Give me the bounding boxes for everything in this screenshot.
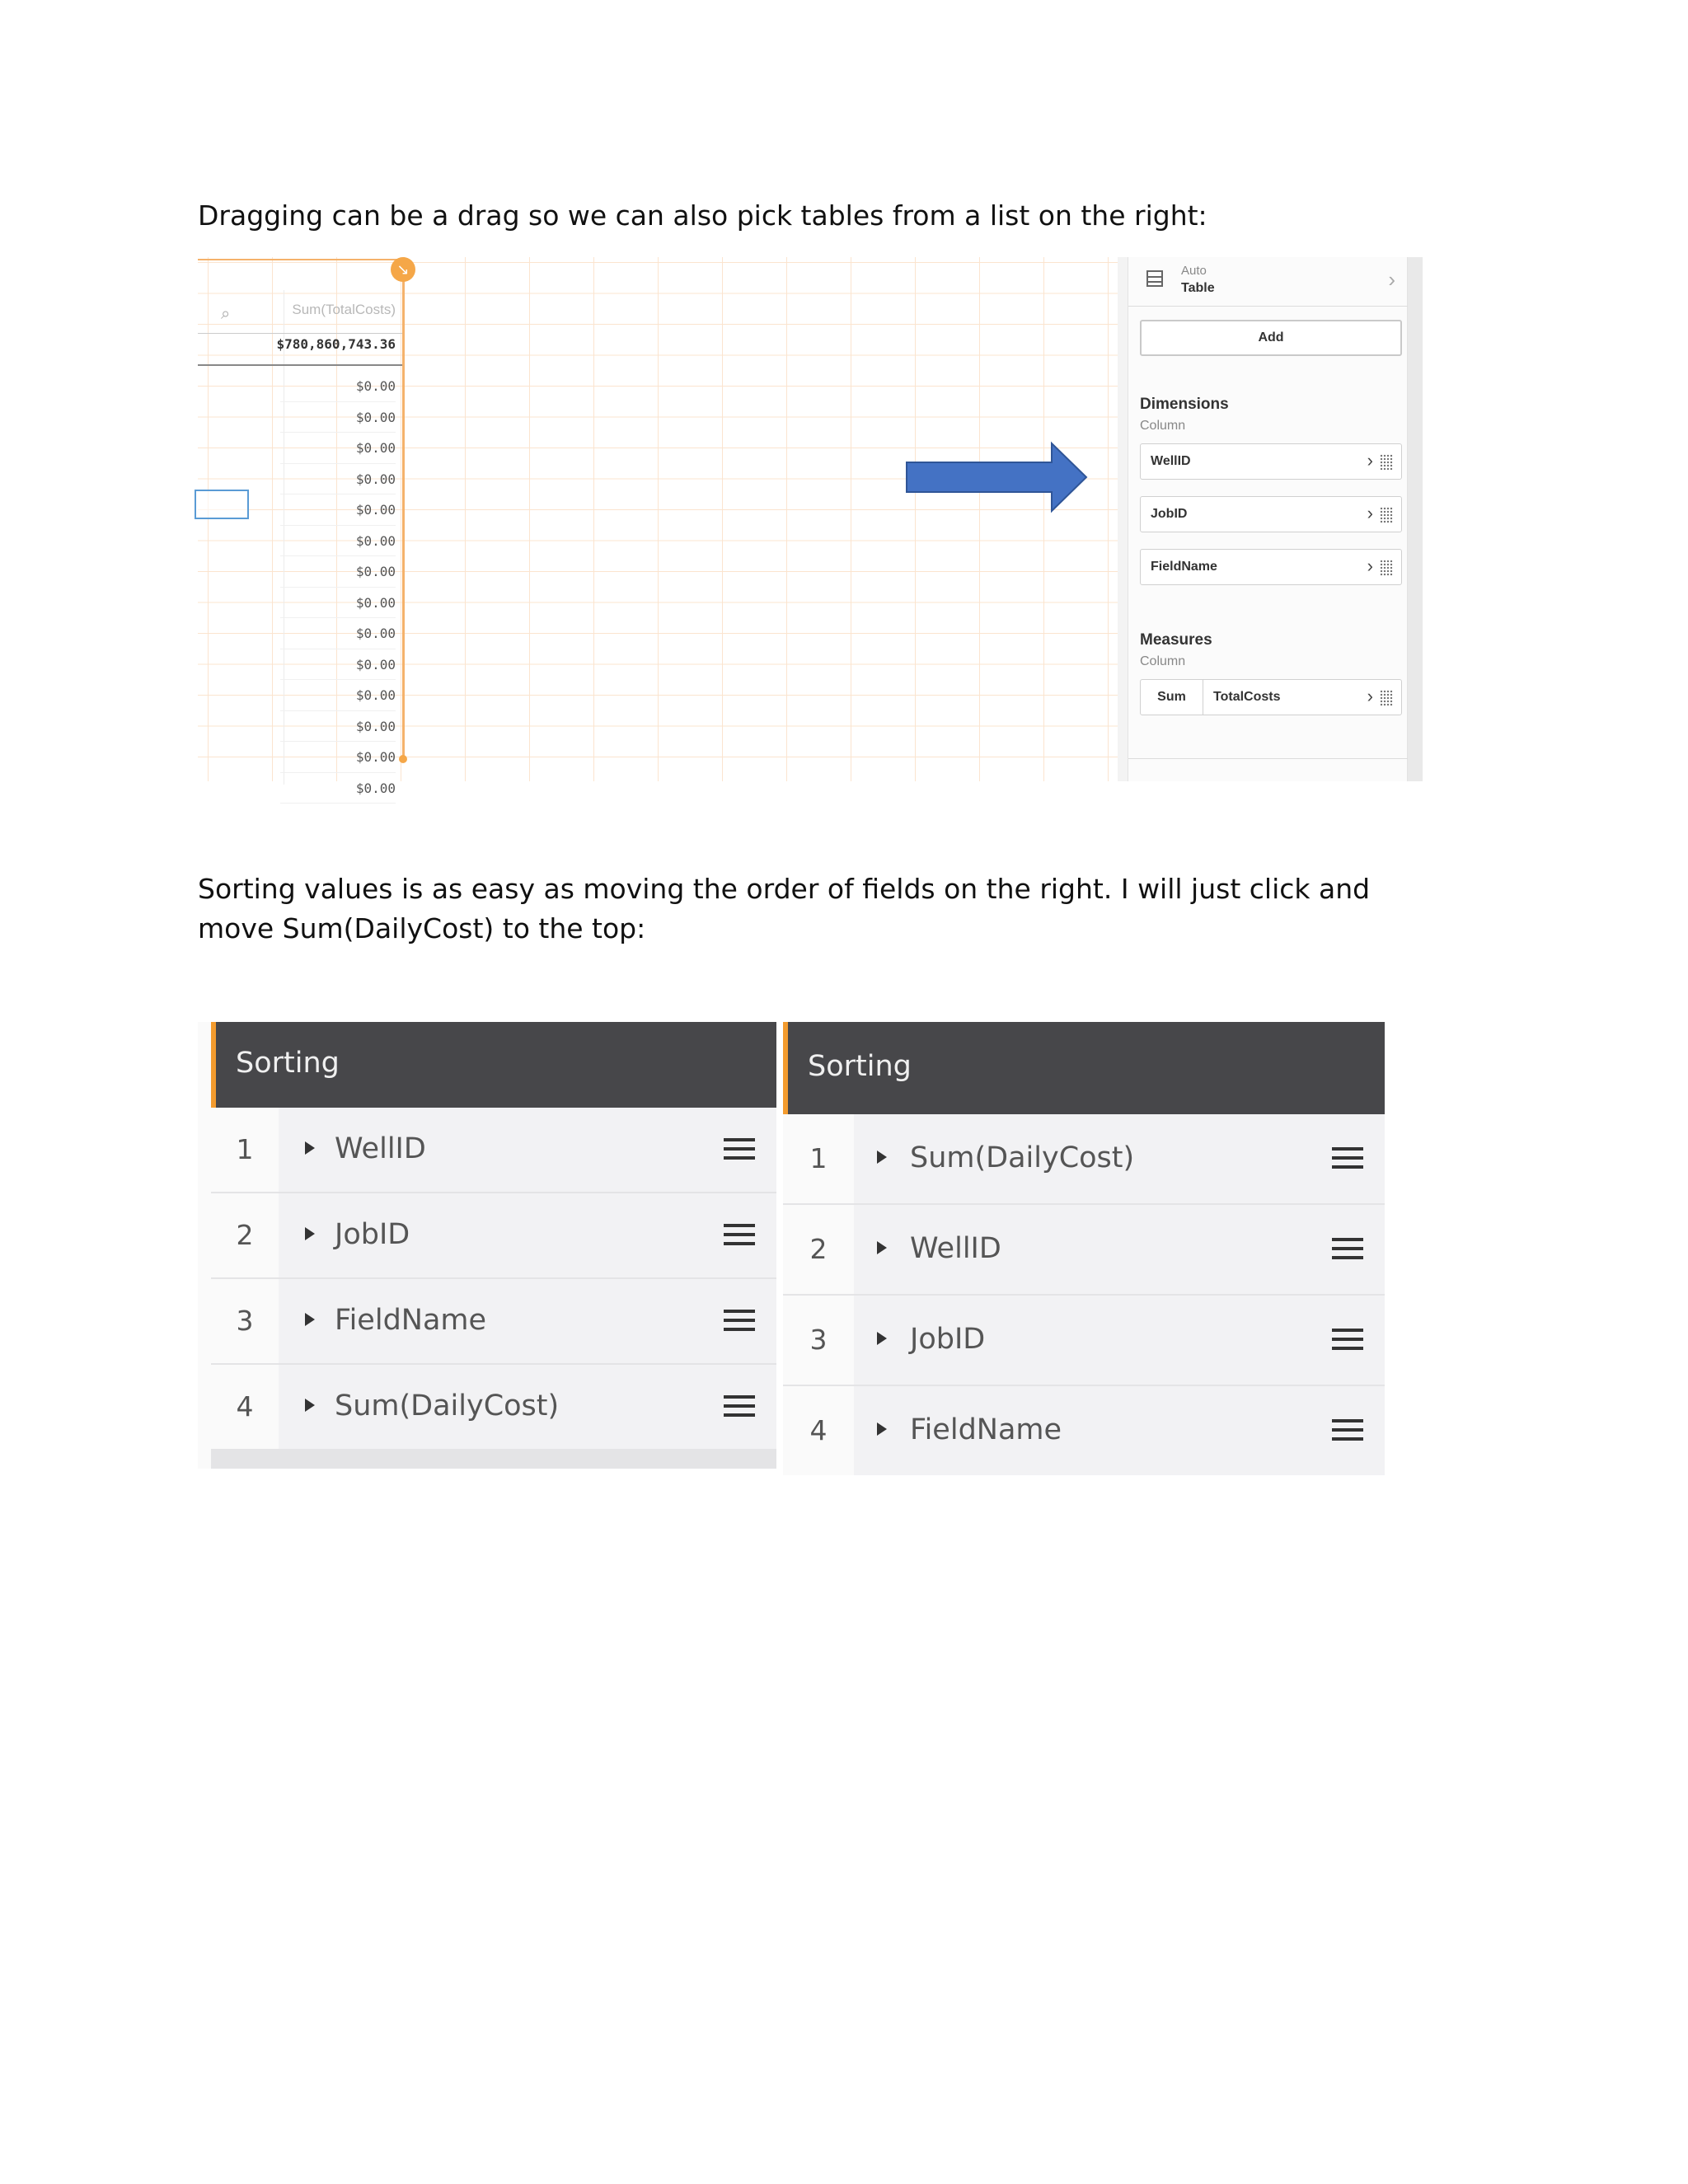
expand-triangle-icon[interactable] [305,1399,315,1412]
field-label: TotalCosts [1213,690,1281,704]
dimension-field-jobid[interactable] [1140,496,1402,532]
sorting-paragraph: Sorting values is as easy as moving the order of fields on the right. I will just click and move Sum(DailyCost) to the top: [198,873,1371,944]
sorting-row-2[interactable] [211,1193,776,1277]
table-cell: $0.00 [280,680,396,711]
hamburger-icon[interactable] [724,1138,755,1160]
measures-subtitle: Column [1140,654,1186,668]
right-arrow-icon [905,442,1090,513]
totals-value: $780,860,743.36 [276,336,396,352]
table-cell: $0.00 [280,773,396,804]
row-number: 2 [211,1193,279,1277]
drag-handle-icon[interactable] [1380,454,1393,471]
hamburger-icon[interactable] [1332,1238,1363,1259]
sorting-header [211,1022,776,1108]
table-cell: $0.00 [280,433,396,464]
expand-triangle-icon[interactable] [305,1313,315,1326]
selected-cell[interactable] [195,490,249,519]
hamburger-icon[interactable] [1332,1419,1363,1441]
expand-triangle-icon[interactable] [877,1332,887,1345]
viz-subtitle: Auto [1181,264,1207,278]
drag-handle-icon[interactable] [1380,507,1393,523]
row-number: 4 [783,1386,854,1475]
table-editor-screenshot [198,257,1423,796]
aggregation-label: Sum [1141,680,1203,715]
expand-triangle-icon[interactable] [305,1141,315,1155]
field-label: WellID [1151,454,1191,468]
chevron-right-icon[interactable]: › [1367,686,1373,706]
table-cell: $0.00 [280,649,396,681]
selection-right-border [402,257,405,762]
row-number: 1 [783,1114,854,1203]
row-number: 2 [783,1205,854,1294]
visualization-selector[interactable] [1128,257,1409,307]
table-cell: $0.00 [280,556,396,588]
hamburger-icon[interactable] [724,1310,755,1331]
dimension-field-fieldname[interactable] [1140,549,1402,585]
table-cell: $0.00 [280,494,396,526]
row-number: 1 [211,1108,279,1192]
viz-name: Table [1181,281,1215,295]
row-label: FieldName [910,1413,1062,1446]
row-label: Sum(DailyCost) [335,1390,560,1422]
sheet-grid [198,257,1118,796]
chevron-right-icon[interactable]: › [1367,503,1373,523]
sorting-list [211,1108,776,1469]
panel-scrollbar[interactable] [1408,257,1423,781]
dimensions-title: Dimensions [1140,396,1229,413]
table-cell: $0.00 [280,618,396,649]
add-button[interactable]: Add [1140,320,1402,356]
search-icon[interactable]: ⌕ [221,305,231,323]
sorting-row-3[interactable] [211,1279,776,1363]
expand-triangle-icon[interactable] [305,1227,315,1240]
expand-triangle-icon[interactable] [877,1241,887,1254]
table-cell: $0.00 [280,711,396,743]
row-number: 3 [211,1279,279,1363]
table-cell: $0.00 [280,371,396,402]
selection-top-border [198,259,404,260]
measure-field-totalcosts[interactable] [1140,679,1402,715]
drag-handle-icon[interactable] [1380,560,1393,576]
dimensions-subtitle: Column [1140,419,1186,433]
sorting-row-4[interactable] [783,1386,1385,1475]
chevron-right-icon[interactable]: › [1367,555,1373,576]
table-cell: $0.00 [280,402,396,434]
sorting-panel-after [783,1022,1385,1469]
row-label: JobID [335,1218,410,1251]
panel-divider [1128,758,1409,759]
table-cell: $0.00 [280,464,396,495]
hamburger-icon[interactable] [724,1395,755,1417]
table-rows [280,371,396,804]
sorting-list [783,1114,1385,1469]
sorting-row-1[interactable] [211,1108,776,1192]
dimension-field-wellid[interactable] [1140,443,1402,480]
measures-title: Measures [1140,631,1212,649]
intro-paragraph: Dragging can be a drag so we can also pick tables from a list on the right: [198,199,1207,232]
sorting-row-1[interactable] [783,1114,1385,1203]
row-label: WellID [335,1132,426,1165]
table-cell: $0.00 [280,526,396,557]
drag-handle-icon[interactable] [1380,690,1393,706]
row-label: WellID [910,1232,1001,1265]
row-label: JobID [910,1323,986,1356]
sorting-panel-before [198,1022,776,1469]
sorting-title: Sorting [808,1050,912,1083]
resize-handle[interactable] [399,755,407,763]
row-label: Sum(DailyCost) [910,1141,1135,1174]
properties-panel [1118,257,1423,781]
field-label: JobID [1151,507,1188,521]
table-cell: $0.00 [280,742,396,773]
sorting-row-3[interactable] [783,1296,1385,1385]
sorting-row-2[interactable] [783,1205,1385,1294]
row-number: 3 [783,1296,854,1385]
row-label: FieldName [335,1304,487,1337]
table-cell: $0.00 [280,588,396,619]
sorting-title: Sorting [236,1047,340,1080]
chevron-right-icon[interactable]: › [1367,450,1373,471]
hamburger-icon[interactable] [724,1224,755,1245]
totals-divider [198,364,402,366]
hamburger-icon[interactable] [1332,1329,1363,1350]
header-divider [198,333,402,334]
expand-triangle-icon[interactable] [877,1422,887,1436]
hamburger-icon[interactable] [1332,1147,1363,1169]
properties-panel-body [1128,257,1408,781]
row-number: 4 [211,1365,279,1449]
chevron-right-icon[interactable]: › [1388,267,1395,292]
field-label: FieldName [1151,560,1217,574]
column-header[interactable]: Sum(TotalCosts) [292,302,396,317]
resize-handle-icon[interactable]: ↘ [391,257,415,282]
sorting-header [783,1022,1385,1114]
sorting-row-4[interactable] [211,1365,776,1449]
expand-triangle-icon[interactable] [877,1151,887,1164]
table-icon [1146,270,1163,287]
